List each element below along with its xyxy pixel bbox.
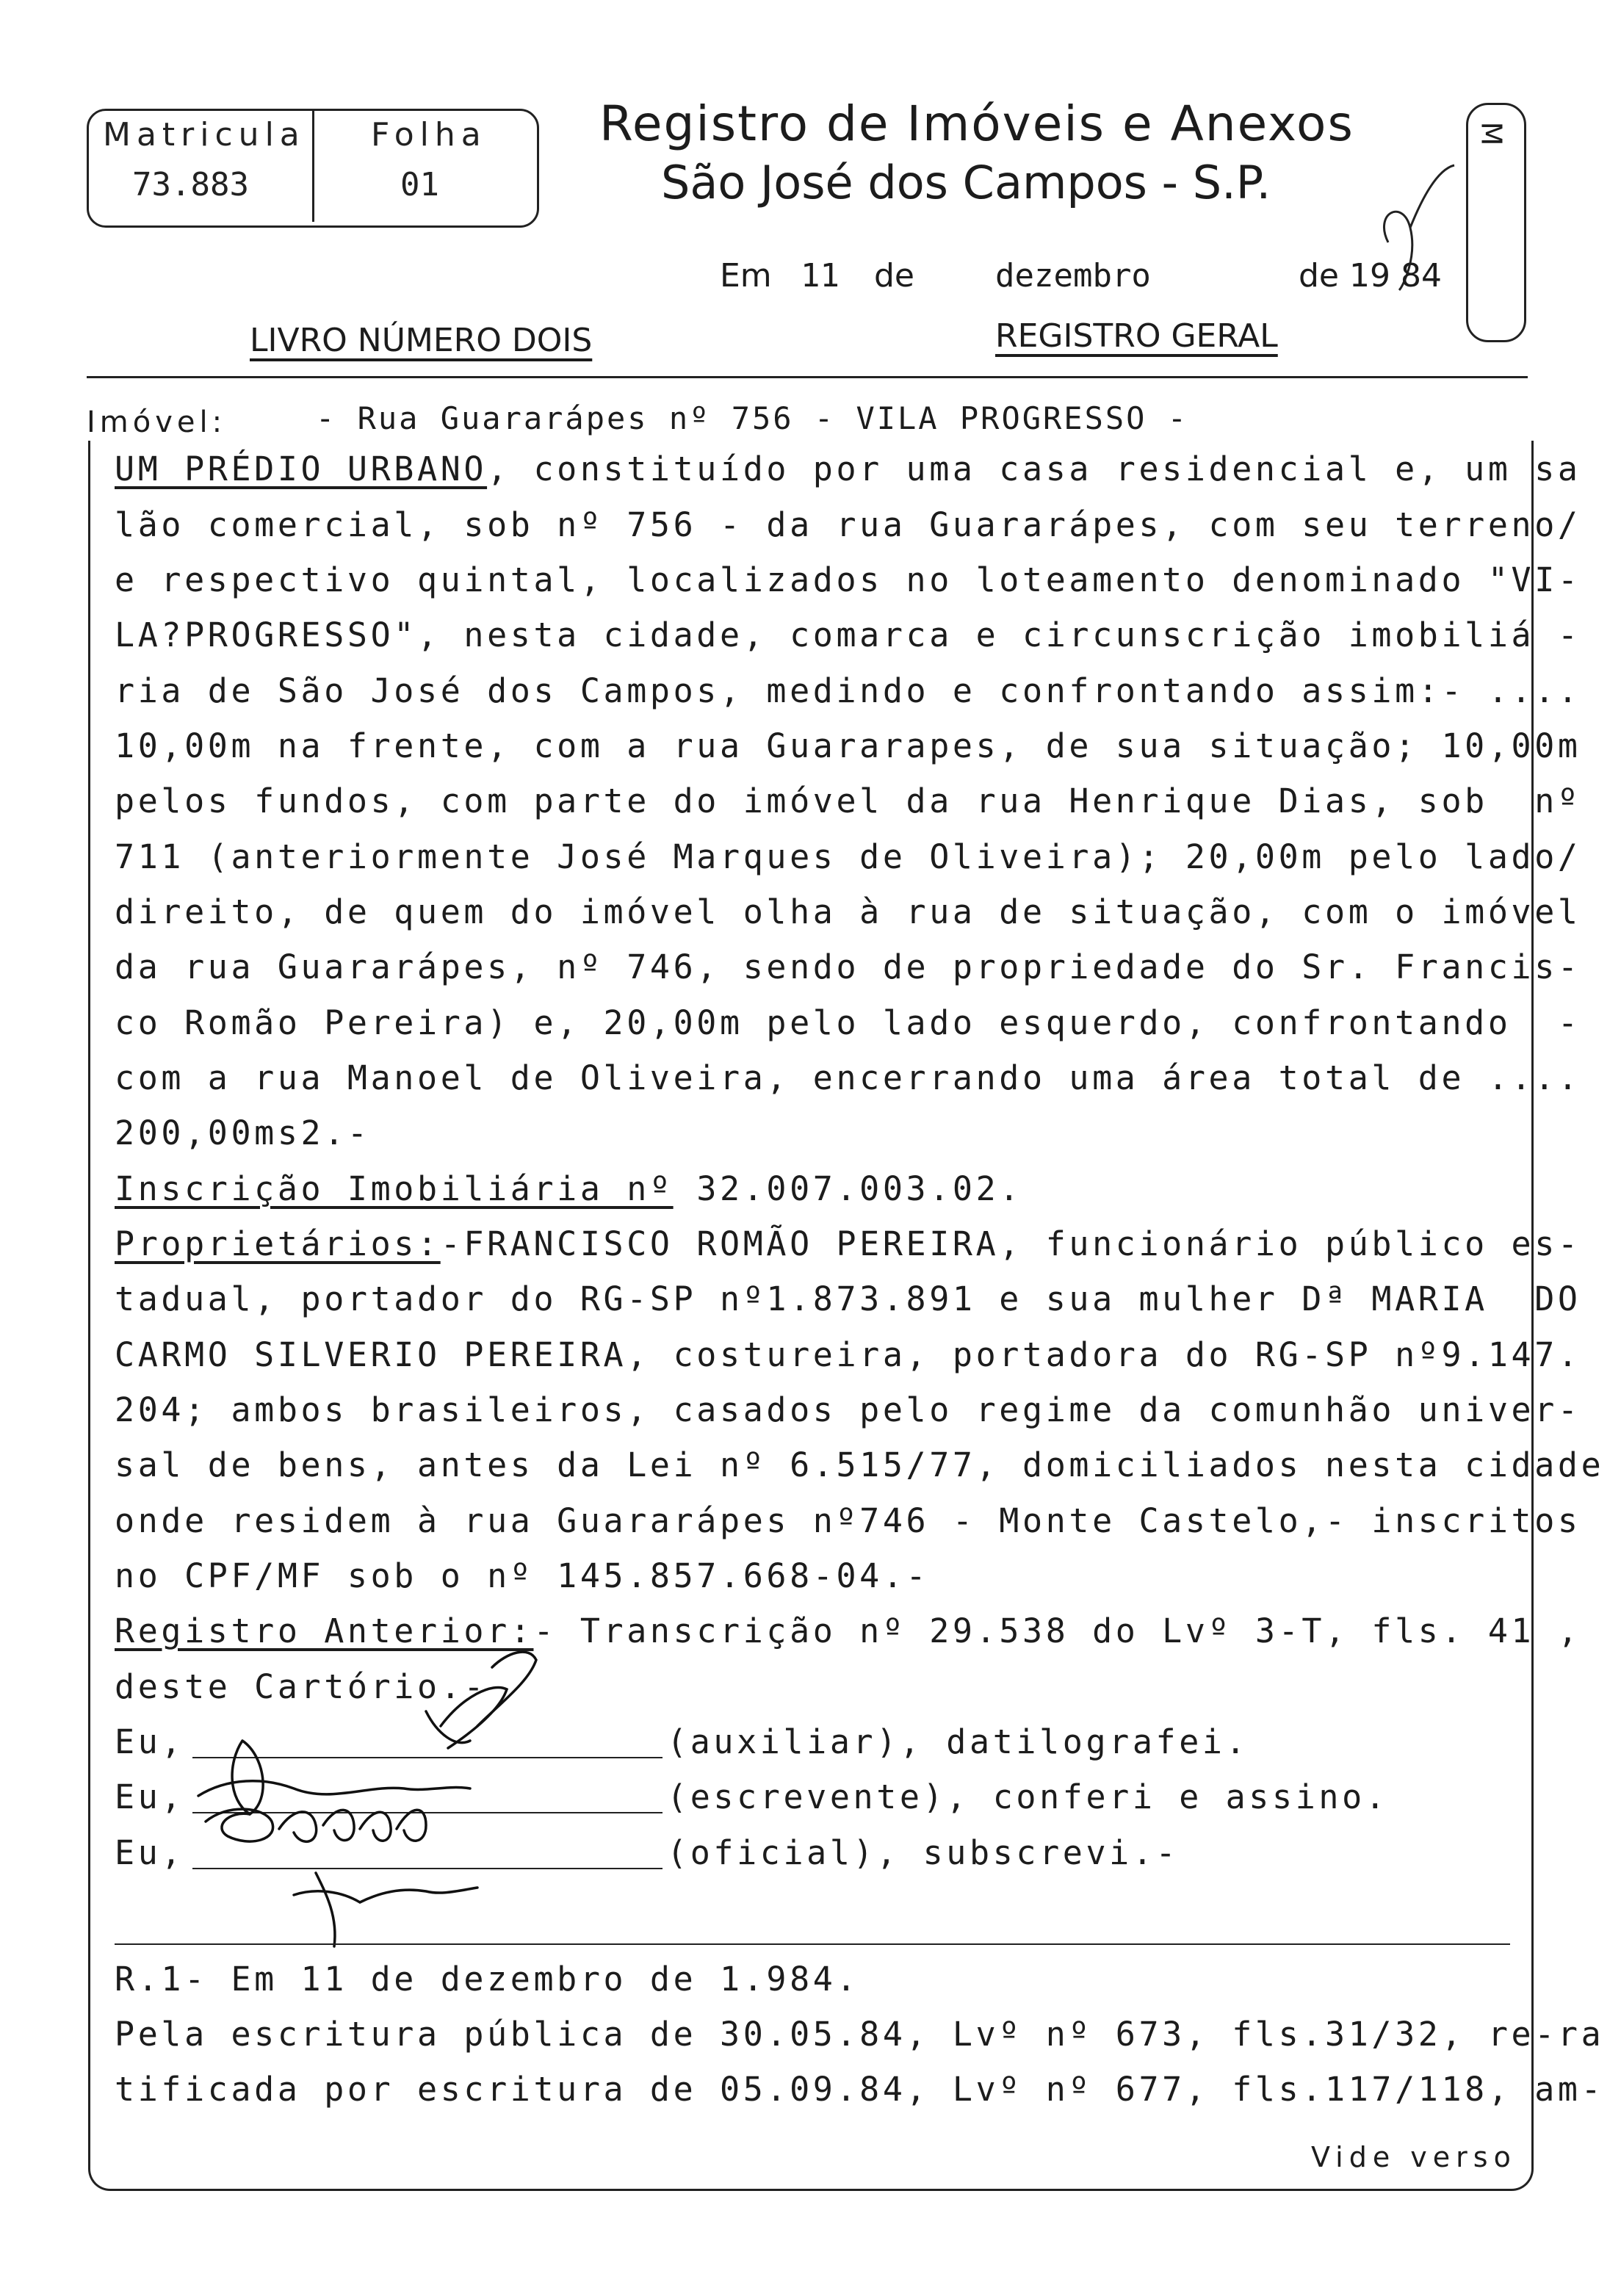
registro-anterior-line: deste Cartório.- bbox=[115, 1667, 488, 1706]
description-line: com a rua Manoel de Oliveira, encerrando uma área total de .... bbox=[115, 1058, 1581, 1097]
signature-role-oficial: (oficial), subscrevi.- bbox=[667, 1833, 1180, 1872]
date-prefix: Em bbox=[720, 257, 772, 295]
date-day: 11 bbox=[801, 257, 840, 295]
signature-line-auxiliar: Eu, bbox=[115, 1722, 185, 1761]
inscricao-line bbox=[115, 1169, 1022, 1208]
description-line: UM PRÉDIO URBANO, constituído por uma casa residencial e, um sa bbox=[115, 450, 1581, 488]
proprietarios-line: Proprietários:-FRANCISCO ROMÃO PEREIRA, funcionário público es- bbox=[115, 1224, 1581, 1263]
description-line: da rua Guararápes, nº 746, sendo de propriedade do Sr. Francis- bbox=[115, 947, 1581, 986]
r1-line: tificada por escritura de 05.09.84, Lvº nº 677, fls.117/118, am- bbox=[115, 2070, 1605, 2109]
handwritten-signature bbox=[184, 1638, 595, 1961]
description-line: LA?PROGRESSO", nesta cidade, comarca e circunscrição imobiliá - bbox=[115, 615, 1581, 654]
signature-line-oficial: Eu, bbox=[115, 1833, 185, 1872]
folha-label: Folha bbox=[371, 116, 487, 154]
proprietarios-line: onde residem à rua Guararápes nº746 - Monte Castelo,- inscritos bbox=[115, 1501, 1581, 1540]
proprietarios-line: 204; ambos brasileiros, casados pelo regime da comunhão univer- bbox=[115, 1390, 1581, 1429]
registry-city: São José dos Campos - S.P. bbox=[661, 156, 1271, 209]
date-month: dezembro bbox=[995, 257, 1151, 295]
signature-line-escrevente: Eu, bbox=[115, 1777, 185, 1816]
description-line: pelos fundos, com parte do imóvel da rua Henrique Dias, sob nº bbox=[115, 781, 1581, 820]
signature-role-auxiliar: (auxiliar), datilografei. bbox=[667, 1722, 1249, 1761]
description-lead: UM PRÉDIO URBANO bbox=[115, 450, 488, 488]
inscricao-value: 32.007.003.02. bbox=[673, 1169, 1023, 1208]
registro-geral-label: REGISTRO GERAL bbox=[995, 317, 1278, 355]
livro-label: LIVRO NÚMERO DOIS bbox=[250, 322, 593, 359]
date-de: de bbox=[874, 257, 914, 295]
r1-separator bbox=[115, 1943, 1510, 1945]
proprietarios-line: sal de bens, antes da Lei nº 6.515/77, domiciliados nesta cidade bbox=[115, 1445, 1605, 1484]
matricula-value: 73.883 bbox=[132, 166, 249, 203]
matricula-label: Matricula bbox=[103, 116, 306, 154]
vide-verso: Vide verso bbox=[1311, 2141, 1517, 2173]
description-line: e respectivo quintal, localizados no loteamento denominado "VI- bbox=[115, 560, 1581, 599]
r1-line: R.1- Em 11 de dezembro de 1.984. bbox=[115, 1960, 860, 1999]
proprietarios-line: no CPF/MF sob o nº 145.857.668-04.- bbox=[115, 1556, 930, 1595]
inscricao-label: Inscrição Imobiliária nº bbox=[115, 1169, 674, 1208]
proprietarios-line: tadual, portador do RG-SP nº1.873.891 e sua mulher Dª MARIA DO bbox=[115, 1279, 1581, 1318]
description-line: 10,00m na frente, com a rua Guararapes, de sua situação; 10,00m bbox=[115, 726, 1581, 765]
folha-value: 01 bbox=[400, 166, 439, 203]
description-line: direito, de quem do imóvel olha à rua de situação, com o imóvel bbox=[115, 892, 1581, 931]
matricula-folha-divider bbox=[312, 110, 314, 222]
signature-role-escrevente: (escrevente), conferi e assino. bbox=[667, 1777, 1389, 1816]
description-line: 200,00ms2.- bbox=[115, 1113, 371, 1152]
side-mark: M bbox=[1475, 121, 1508, 146]
registro-anterior-line: Registro Anterior:- Transcrição nº 29.538 do Lvº 3-T, fls. 41 , bbox=[115, 1611, 1581, 1650]
header-rule bbox=[87, 376, 1528, 378]
description-line: 711 (anteriormente José Marques de Oliveira); 20,00m pelo lado/ bbox=[115, 837, 1581, 876]
proprietarios-label: Proprietários: bbox=[115, 1224, 441, 1263]
imovel-address: - Rua Guararápes nº 756 - VILA PROGRESSO - bbox=[316, 400, 1189, 436]
r1-line: Pela escritura pública de 30.05.84, Lvº nº 673, fls.31/32, re-ra bbox=[115, 2015, 1605, 2054]
proprietarios-line: CARMO SILVERIO PEREIRA, costureira, portadora do RG-SP nº9.147. bbox=[115, 1335, 1581, 1374]
description-line: ria de São José dos Campos, medindo e confrontando assim:- .... bbox=[115, 671, 1581, 710]
description-line: lão comercial, sob nº 756 - da rua Guararápes, com seu terreno/ bbox=[115, 505, 1581, 544]
registro-anterior-label: Registro Anterior: bbox=[115, 1611, 534, 1650]
description-line: co Romão Pereira) e, 20,00m pelo lado esquerdo, confrontando - bbox=[115, 1003, 1581, 1042]
imovel-label: Imóvel: bbox=[87, 405, 227, 439]
date-year: de 19 84 bbox=[1299, 257, 1442, 295]
registry-title: Registro de Imóveis e Anexos bbox=[599, 95, 1354, 152]
